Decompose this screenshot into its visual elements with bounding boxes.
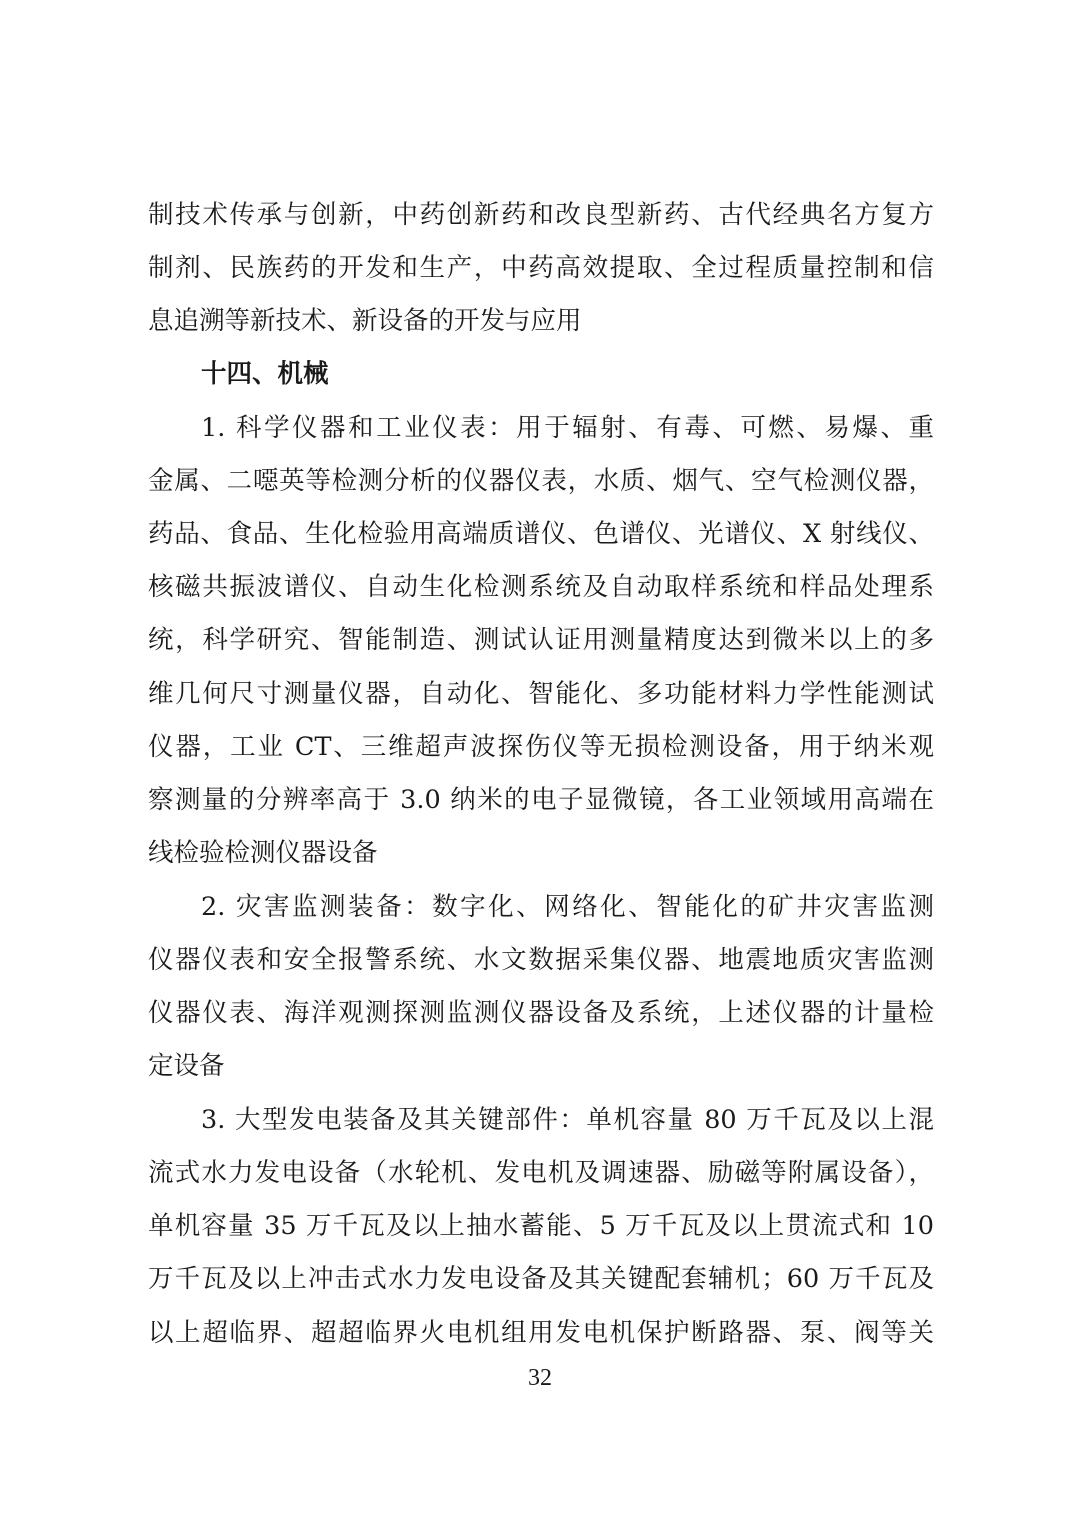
body-text-line: 察测量的分辨率高于 3.0 纳米的电子显微镜，各工业领域用高端在: [148, 785, 934, 815]
body-text-line: 制技术传承与创新，中药创新药和改良型新药、古代经典名方复方: [148, 200, 934, 230]
body-text-line: 万千瓦及以上冲击式水力发电设备及其关键配套辅机；60 万千瓦及: [148, 1264, 934, 1294]
body-text-line: 仪器仪表、海洋观测探测监测仪器设备及系统，上述仪器的计量检: [148, 998, 934, 1028]
body-text-line: 金属、二噁英等检测分析的仪器仪表，水质、烟气、空气检测仪器，: [148, 466, 934, 496]
section-heading: 十四、机械: [201, 359, 329, 389]
body-text-line: 线检验检测仪器设备: [148, 838, 378, 868]
body-text-line: 2. 灾害监测装备：数字化、网络化、智能化的矿井灾害监测: [201, 892, 934, 922]
body-text-line: 以上超临界、超超临界火电机组用发电机保护断路器、泵、阀等关: [148, 1318, 934, 1348]
body-text-line: 息追溯等新技术、新设备的开发与应用: [148, 306, 582, 336]
body-text-line: 药品、食品、生化检验用高端质谱仪、色谱仪、光谱仪、X 射线仪、: [148, 519, 934, 549]
body-text-line: 核磁共振波谱仪、自动生化检测系统及自动取样系统和样品处理系: [148, 572, 934, 602]
body-text-line: 制剂、民族药的开发和生产，中药高效提取、全过程质量控制和信: [148, 253, 934, 283]
page-number: 32: [528, 1365, 552, 1391]
body-text-line: 单机容量 35 万千瓦及以上抽水蓄能、5 万千瓦及以上贯流式和 10: [148, 1211, 934, 1241]
body-text-line: 流式水力发电设备（水轮机、发电机及调速器、励磁等附属设备），: [148, 1158, 934, 1188]
body-text-line: 仪器仪表和安全报警系统、水文数据采集仪器、地震地质灾害监测: [148, 945, 934, 975]
body-text-line: 统，科学研究、智能制造、测试认证用测量精度达到微米以上的多: [148, 625, 934, 655]
body-text-line: 定设备: [148, 1051, 225, 1081]
body-text-line: 1. 科学仪器和工业仪表：用于辐射、有毒、可燃、易爆、重: [201, 413, 934, 443]
body-text-line: 维几何尺寸测量仪器，自动化、智能化、多功能材料力学性能测试: [148, 679, 934, 709]
body-text-line: 3. 大型发电装备及其关键部件：单机容量 80 万千瓦及以上混: [201, 1105, 934, 1135]
body-text-line: 仪器，工业 CT、三维超声波探伤仪等无损检测设备，用于纳米观: [148, 732, 934, 762]
